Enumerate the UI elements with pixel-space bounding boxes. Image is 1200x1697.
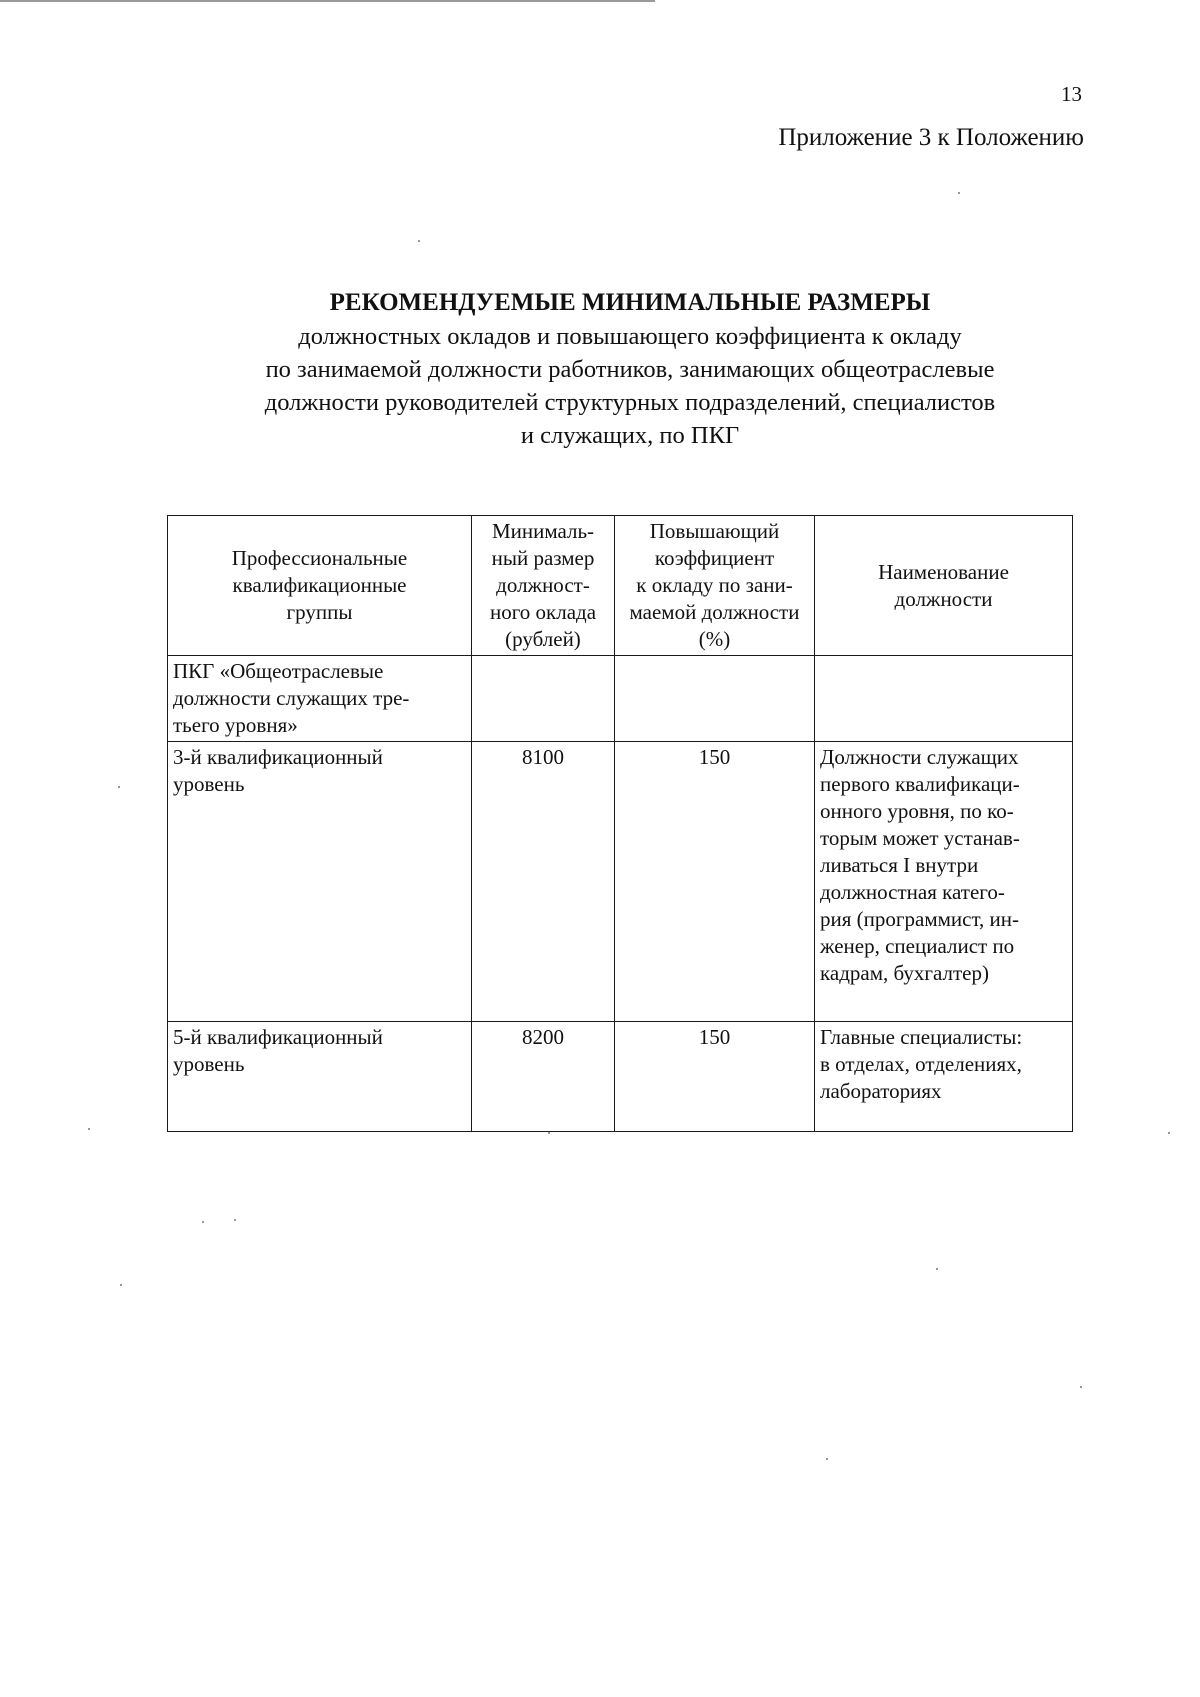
scan-speck xyxy=(548,1132,550,1134)
scan-speck xyxy=(826,1458,828,1460)
qualification-group-cell: ПКГ «Общеотраслевые должности служащих тре- тьего уровня» xyxy=(168,656,472,742)
positions-cell: Главные специалисты: в отделах, отделениях, лабораториях xyxy=(815,1022,1073,1132)
table-row xyxy=(168,1022,1073,1132)
heading-line: должности руководителей структурных подразделений, специалистов xyxy=(264,389,996,416)
header-position-name: Наименование должности xyxy=(815,516,1073,656)
table-row xyxy=(168,656,1073,742)
header-qualification-groups: Профессиональные квалификационные группы xyxy=(168,516,472,656)
scan-speck xyxy=(1080,1386,1082,1388)
salary-table xyxy=(167,515,1073,1132)
salary-cell: 8100 xyxy=(472,742,615,1022)
positions-cell xyxy=(815,656,1073,742)
salary-cell: 8200 xyxy=(472,1022,615,1132)
coefficient-cell: 150 xyxy=(615,742,815,1022)
header-min-salary: Минималь- ный размер должност- ного оклада (рублей) xyxy=(472,516,615,656)
coefficient-cell xyxy=(615,656,815,742)
document-heading xyxy=(0,286,1200,452)
page-number: 13 xyxy=(1061,82,1082,106)
scan-speck xyxy=(1168,1132,1170,1134)
scan-speck xyxy=(118,786,120,788)
table-row xyxy=(168,742,1073,1022)
header-coefficient: Повышающий коэффициент к окладу по зани- маемой должности (%) xyxy=(615,516,815,656)
scan-speck xyxy=(234,1219,236,1221)
salary-cell xyxy=(472,656,615,742)
scan-speck xyxy=(202,1221,204,1223)
qualification-level-cell: 3-й квалификационный уровень xyxy=(168,742,472,1022)
scan-top-edge xyxy=(0,0,655,2)
scan-speck xyxy=(418,240,420,242)
positions-cell: Должности служащих первого квалификаци- онного уровня, по ко- торым может устанав- ливаться I внутри должностная катего- рия (программист, ин- женер, специалист по кадрам, бухгалтер) xyxy=(815,742,1073,1022)
heading-title: РЕКОМЕНДУЕМЫЕ МИНИМАЛЬНЫЕ РАЗМЕРЫ xyxy=(329,289,931,316)
scan-speck xyxy=(936,1268,938,1270)
appendix-label: Приложение 3 к Положению xyxy=(778,124,1084,151)
heading-line: и служащих, по ПКГ xyxy=(520,422,740,449)
coefficient-cell: 150 xyxy=(615,1022,815,1132)
table-header-row xyxy=(168,516,1073,656)
qualification-level-cell: 5-й квалификационный уровень xyxy=(168,1022,472,1132)
scan-speck xyxy=(958,192,960,194)
heading-line: должностных окладов и повышающего коэффициента к окладу xyxy=(298,323,962,350)
scan-speck xyxy=(88,1128,90,1130)
heading-line: по занимаемой должности работников, занимающих общеотраслевые xyxy=(265,356,995,383)
scan-speck xyxy=(120,1284,122,1286)
